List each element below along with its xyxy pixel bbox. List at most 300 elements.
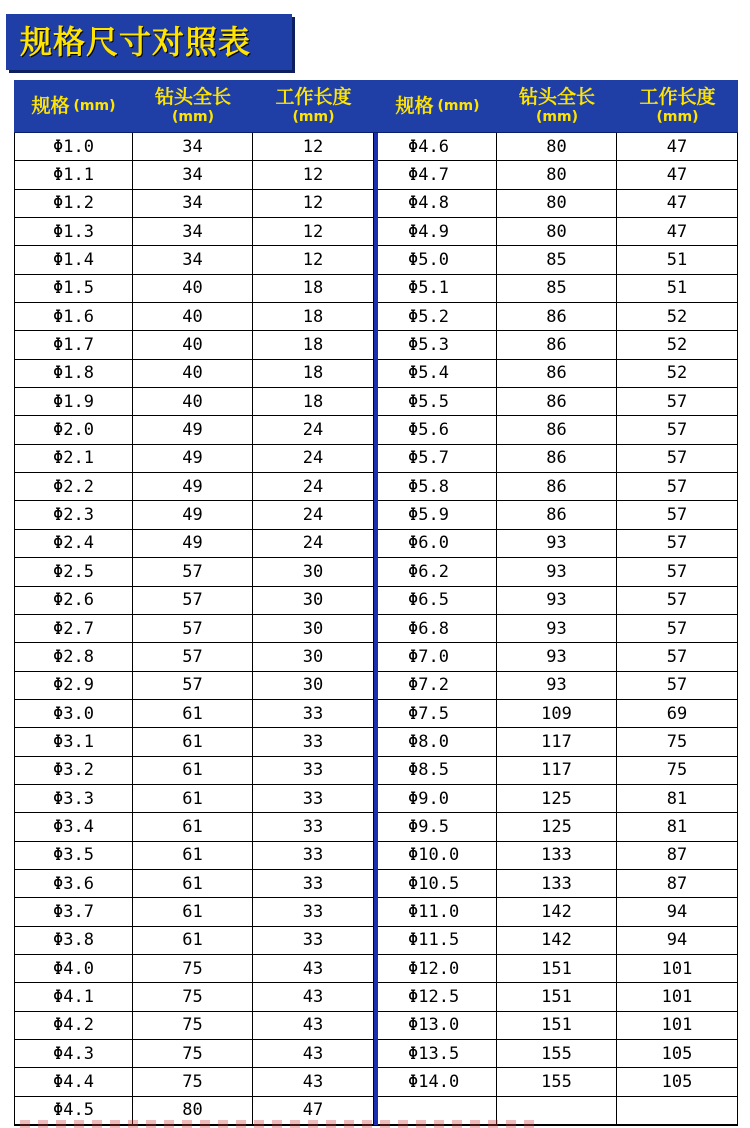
length-cell: 109: [497, 700, 617, 728]
table-row: [378, 927, 738, 955]
header-length-unit: (mm): [172, 109, 214, 125]
header-spec-unit: (mm): [73, 98, 116, 114]
work-cell: 101: [617, 1012, 738, 1040]
spec-cell: Φ2.2: [14, 473, 133, 501]
spec-cell: Φ5.2: [378, 303, 497, 331]
table-row: [14, 303, 374, 331]
table-row: [378, 587, 738, 615]
table-row: [14, 360, 374, 388]
table-row: [14, 161, 374, 189]
spec-cell: Φ13.5: [378, 1040, 497, 1068]
length-cell: 80: [497, 161, 617, 189]
work-cell: 57: [617, 643, 738, 671]
length-cell: 61: [133, 813, 253, 841]
work-cell: 75: [617, 757, 738, 785]
length-cell: 40: [133, 360, 253, 388]
table-row: [378, 275, 738, 303]
table-row: [378, 643, 738, 671]
table-row: [378, 983, 738, 1011]
spec-cell: Φ5.5: [378, 388, 497, 416]
work-cell: 57: [617, 445, 738, 473]
table-row: [378, 955, 738, 983]
table-row: [378, 530, 738, 558]
spec-cell: Φ5.6: [378, 416, 497, 444]
spec-cell: Φ2.6: [14, 587, 133, 615]
work-cell: 57: [617, 672, 738, 700]
header-work-label-2: 工作长度: [639, 86, 716, 108]
length-cell: 61: [133, 757, 253, 785]
work-cell: 52: [617, 303, 738, 331]
length-cell: 40: [133, 275, 253, 303]
table-row: [378, 161, 738, 189]
table-right-half: [378, 133, 738, 1125]
length-cell: 86: [497, 501, 617, 529]
table-row: [378, 190, 738, 218]
spec-cell: Φ4.2: [14, 1012, 133, 1040]
table-row: [14, 898, 374, 926]
length-cell: 85: [497, 275, 617, 303]
spec-cell: Φ1.9: [14, 388, 133, 416]
table-row: [14, 983, 374, 1011]
length-cell: 142: [497, 927, 617, 955]
length-cell: 93: [497, 615, 617, 643]
table-row: [378, 870, 738, 898]
title-banner: [6, 14, 292, 70]
header-length-label-2: 钻头全长: [518, 86, 595, 108]
spec-cell: Φ3.6: [14, 870, 133, 898]
length-cell: 75: [133, 1068, 253, 1096]
length-cell: 151: [497, 955, 617, 983]
spec-cell: Φ2.9: [14, 672, 133, 700]
work-cell: 57: [617, 530, 738, 558]
header-work-label: 工作长度: [275, 86, 352, 108]
work-cell: 47: [617, 161, 738, 189]
work-cell: 12: [253, 218, 374, 246]
table-row: [14, 133, 374, 161]
work-cell: 12: [253, 246, 374, 274]
work-cell: 12: [253, 190, 374, 218]
work-cell: 57: [617, 501, 738, 529]
spec-cell: Φ10.0: [378, 842, 497, 870]
table-row: [378, 218, 738, 246]
table-row: [378, 700, 738, 728]
work-cell: 47: [617, 190, 738, 218]
spec-cell: Φ1.4: [14, 246, 133, 274]
work-cell: 12: [253, 133, 374, 161]
spec-cell: Φ9.0: [378, 785, 497, 813]
length-cell: 142: [497, 898, 617, 926]
length-cell: 93: [497, 672, 617, 700]
work-cell: 105: [617, 1068, 738, 1096]
work-cell: 30: [253, 672, 374, 700]
length-cell: 34: [133, 218, 253, 246]
spec-cell: Φ3.8: [14, 927, 133, 955]
header-spec-label-2: 规格: [395, 95, 434, 117]
spec-cell: Φ1.1: [14, 161, 133, 189]
work-cell: 33: [253, 728, 374, 756]
header-work-unit: (mm): [292, 109, 335, 125]
spec-cell: Φ4.4: [14, 1068, 133, 1096]
length-cell: 34: [133, 190, 253, 218]
table-row: [14, 813, 374, 841]
work-cell: 52: [617, 331, 738, 359]
work-cell: 57: [617, 615, 738, 643]
length-cell: 49: [133, 473, 253, 501]
spec-cell: Φ8.5: [378, 757, 497, 785]
table-row: [14, 615, 374, 643]
table-row: [14, 1068, 374, 1096]
work-cell: 52: [617, 360, 738, 388]
header-work-2: [617, 80, 738, 132]
table-row: [378, 133, 738, 161]
work-cell: 43: [253, 1040, 374, 1068]
work-cell: 57: [617, 587, 738, 615]
table-row: [378, 473, 738, 501]
spec-cell: Φ2.7: [14, 615, 133, 643]
spec-cell: Φ6.5: [378, 587, 497, 615]
work-cell: 105: [617, 1040, 738, 1068]
table-row: [14, 955, 374, 983]
table-row: [378, 615, 738, 643]
work-cell: 18: [253, 331, 374, 359]
table-row: [378, 898, 738, 926]
spec-cell: Φ5.8: [378, 473, 497, 501]
table-row: [14, 757, 374, 785]
header-spec: [14, 80, 133, 132]
work-cell: 51: [617, 275, 738, 303]
table-row: [14, 1012, 374, 1040]
length-cell: 61: [133, 728, 253, 756]
length-cell: 155: [497, 1068, 617, 1096]
spec-cell: Φ3.5: [14, 842, 133, 870]
spec-cell: Φ4.1: [14, 983, 133, 1011]
work-cell: 69: [617, 700, 738, 728]
page-title: 规格尺寸对照表: [20, 23, 252, 61]
table-row: [378, 813, 738, 841]
spec-cell: Φ1.6: [14, 303, 133, 331]
length-cell: 57: [133, 672, 253, 700]
work-cell: 87: [617, 842, 738, 870]
table-row: [14, 473, 374, 501]
header-length-label: 钻头全长: [154, 86, 231, 108]
header-work: [253, 80, 374, 132]
spec-cell: Φ4.9: [378, 218, 497, 246]
spec-cell: Φ4.0: [14, 955, 133, 983]
spec-cell: Φ4.8: [378, 190, 497, 218]
spec-cell: Φ5.3: [378, 331, 497, 359]
header-spec-label: 规格: [31, 95, 70, 117]
work-cell: 57: [617, 388, 738, 416]
length-cell: 61: [133, 842, 253, 870]
length-cell: 49: [133, 530, 253, 558]
table-row: [378, 1040, 738, 1068]
table-row: [378, 558, 738, 586]
work-cell: 87: [617, 870, 738, 898]
spec-cell: Φ5.7: [378, 445, 497, 473]
length-cell: 80: [497, 190, 617, 218]
spec-cell: Φ1.0: [14, 133, 133, 161]
table-row: [14, 1040, 374, 1068]
table-row: [14, 416, 374, 444]
table-row: [378, 1012, 738, 1040]
spec-cell: Φ4.6: [378, 133, 497, 161]
spec-cell: Φ11.0: [378, 898, 497, 926]
length-cell: 80: [497, 133, 617, 161]
table-body: [14, 133, 738, 1126]
table-row: [378, 388, 738, 416]
work-cell: 57: [617, 473, 738, 501]
spec-cell: Φ5.1: [378, 275, 497, 303]
work-cell: 43: [253, 1068, 374, 1096]
length-cell: 75: [133, 983, 253, 1011]
spec-cell: Φ4.5: [14, 1097, 133, 1125]
work-cell: 43: [253, 1012, 374, 1040]
header-length: [133, 80, 253, 132]
length-cell: 61: [133, 898, 253, 926]
work-cell: 33: [253, 927, 374, 955]
length-cell: 93: [497, 643, 617, 671]
work-cell: 30: [253, 643, 374, 671]
table-row: [14, 587, 374, 615]
header-spec-unit-2: (mm): [437, 98, 480, 114]
spec-cell: Φ3.7: [14, 898, 133, 926]
work-cell: 57: [617, 558, 738, 586]
work-cell: 24: [253, 445, 374, 473]
table-row: [14, 190, 374, 218]
table-row: [14, 530, 374, 558]
length-cell: 57: [133, 643, 253, 671]
work-cell: 30: [253, 587, 374, 615]
length-cell: 40: [133, 388, 253, 416]
length-cell: 75: [133, 1040, 253, 1068]
size-table: [14, 80, 738, 1126]
table-header: [14, 80, 738, 133]
spec-cell: Φ6.8: [378, 615, 497, 643]
work-cell: 94: [617, 927, 738, 955]
length-cell: 85: [497, 246, 617, 274]
work-cell: 24: [253, 530, 374, 558]
table-row: [14, 246, 374, 274]
length-cell: 49: [133, 416, 253, 444]
work-cell: 57: [617, 416, 738, 444]
length-cell: 34: [133, 133, 253, 161]
spec-cell: Φ7.0: [378, 643, 497, 671]
table-row: [14, 331, 374, 359]
header-work-unit-2: (mm): [656, 109, 699, 125]
work-cell: 30: [253, 615, 374, 643]
length-cell: 93: [497, 587, 617, 615]
spec-cell: Φ2.0: [14, 416, 133, 444]
length-cell: 86: [497, 416, 617, 444]
length-cell: 117: [497, 757, 617, 785]
length-cell: 151: [497, 983, 617, 1011]
length-cell: 49: [133, 445, 253, 473]
length-cell: 86: [497, 303, 617, 331]
work-cell: 33: [253, 785, 374, 813]
work-cell: 47: [617, 133, 738, 161]
table-row: [378, 1068, 738, 1096]
work-cell: 101: [617, 955, 738, 983]
work-cell: 18: [253, 360, 374, 388]
length-cell: 93: [497, 558, 617, 586]
spec-cell: Φ3.1: [14, 728, 133, 756]
work-cell: 75: [617, 728, 738, 756]
table-row: [378, 672, 738, 700]
spec-cell: Φ5.0: [378, 246, 497, 274]
table-row: [378, 842, 738, 870]
length-cell: 86: [497, 331, 617, 359]
spec-cell: Φ11.5: [378, 927, 497, 955]
table-row: [378, 501, 738, 529]
table-row: [14, 218, 374, 246]
length-cell: 80: [133, 1097, 253, 1125]
table-row: [14, 870, 374, 898]
work-cell: 94: [617, 898, 738, 926]
length-cell: 49: [133, 501, 253, 529]
length-cell: 86: [497, 360, 617, 388]
spec-cell: Φ4.7: [378, 161, 497, 189]
header-spec-2: [378, 80, 497, 132]
length-cell: 80: [497, 218, 617, 246]
spec-cell: Φ1.7: [14, 331, 133, 359]
length-cell: 75: [133, 1012, 253, 1040]
table-row: [378, 331, 738, 359]
length-cell: 155: [497, 1040, 617, 1068]
length-cell: 61: [133, 927, 253, 955]
table-row: [14, 700, 374, 728]
work-cell: 101: [617, 983, 738, 1011]
work-cell: 43: [253, 955, 374, 983]
length-cell: 61: [133, 870, 253, 898]
length-cell: 57: [133, 615, 253, 643]
spec-cell: Φ1.5: [14, 275, 133, 303]
table-row: [14, 445, 374, 473]
spec-cell: Φ6.2: [378, 558, 497, 586]
work-cell: 33: [253, 898, 374, 926]
work-cell: 81: [617, 785, 738, 813]
table-row: [378, 303, 738, 331]
table-row: [14, 927, 374, 955]
spec-cell: Φ6.0: [378, 530, 497, 558]
table-row: [378, 445, 738, 473]
work-cell: 51: [617, 246, 738, 274]
spec-cell: Φ10.5: [378, 870, 497, 898]
spec-cell: Φ8.0: [378, 728, 497, 756]
work-cell: 33: [253, 757, 374, 785]
spec-cell: Φ1.3: [14, 218, 133, 246]
length-cell: 86: [497, 388, 617, 416]
table-row: [378, 360, 738, 388]
length-cell: 86: [497, 445, 617, 473]
table-row: [14, 672, 374, 700]
spec-cell: Φ3.0: [14, 700, 133, 728]
table-row: [14, 501, 374, 529]
length-cell: 125: [497, 813, 617, 841]
length-cell: 34: [133, 246, 253, 274]
work-cell: 30: [253, 558, 374, 586]
work-cell: 33: [253, 842, 374, 870]
length-cell: 125: [497, 785, 617, 813]
work-cell: 24: [253, 416, 374, 444]
spec-cell: Φ7.2: [378, 672, 497, 700]
spec-cell: Φ4.3: [14, 1040, 133, 1068]
table-row: [14, 388, 374, 416]
work-cell: 12: [253, 161, 374, 189]
table-row: [378, 728, 738, 756]
table-row: [14, 842, 374, 870]
work-cell: 81: [617, 813, 738, 841]
table-row: [14, 785, 374, 813]
work-cell: 33: [253, 700, 374, 728]
length-cell: 75: [133, 955, 253, 983]
length-cell: 133: [497, 870, 617, 898]
spec-cell: Φ1.2: [14, 190, 133, 218]
spec-cell: Φ2.1: [14, 445, 133, 473]
spec-cell: Φ14.0: [378, 1068, 497, 1096]
header-length-unit-2: (mm): [536, 109, 578, 125]
spec-cell: Φ2.8: [14, 643, 133, 671]
length-cell: 40: [133, 303, 253, 331]
spec-cell: Φ12.5: [378, 983, 497, 1011]
table-left-half: [14, 133, 374, 1125]
work-cell: [617, 1097, 738, 1125]
length-cell: 86: [497, 473, 617, 501]
table-row: [14, 558, 374, 586]
spec-cell: Φ2.5: [14, 558, 133, 586]
length-cell: 61: [133, 785, 253, 813]
spec-cell: Φ9.5: [378, 813, 497, 841]
length-cell: 93: [497, 530, 617, 558]
work-cell: 18: [253, 275, 374, 303]
length-cell: 151: [497, 1012, 617, 1040]
spec-cell: Φ2.4: [14, 530, 133, 558]
table-row: [378, 785, 738, 813]
spec-cell: Φ1.8: [14, 360, 133, 388]
table-row: [14, 275, 374, 303]
spec-cell: Φ5.9: [378, 501, 497, 529]
table-row: [378, 246, 738, 274]
spec-cell: Φ3.3: [14, 785, 133, 813]
length-cell: 57: [133, 558, 253, 586]
table-row: [378, 416, 738, 444]
spec-cell: Φ2.3: [14, 501, 133, 529]
table-row: [14, 728, 374, 756]
work-cell: 18: [253, 303, 374, 331]
work-cell: 47: [617, 218, 738, 246]
table-row: [14, 643, 374, 671]
length-cell: 40: [133, 331, 253, 359]
spec-cell: Φ5.4: [378, 360, 497, 388]
length-cell: 34: [133, 161, 253, 189]
work-cell: 33: [253, 813, 374, 841]
table-row: [378, 757, 738, 785]
spec-cell: Φ13.0: [378, 1012, 497, 1040]
length-cell: 133: [497, 842, 617, 870]
work-cell: 18: [253, 388, 374, 416]
work-cell: 24: [253, 473, 374, 501]
length-cell: 61: [133, 700, 253, 728]
length-cell: 117: [497, 728, 617, 756]
work-cell: 33: [253, 870, 374, 898]
spec-cell: Φ12.0: [378, 955, 497, 983]
spec-cell: Φ3.2: [14, 757, 133, 785]
header-length-2: [497, 80, 617, 132]
spec-cell: Φ3.4: [14, 813, 133, 841]
work-cell: 24: [253, 501, 374, 529]
work-cell: 47: [253, 1097, 374, 1125]
length-cell: 57: [133, 587, 253, 615]
blurred-caption: [20, 1120, 540, 1128]
